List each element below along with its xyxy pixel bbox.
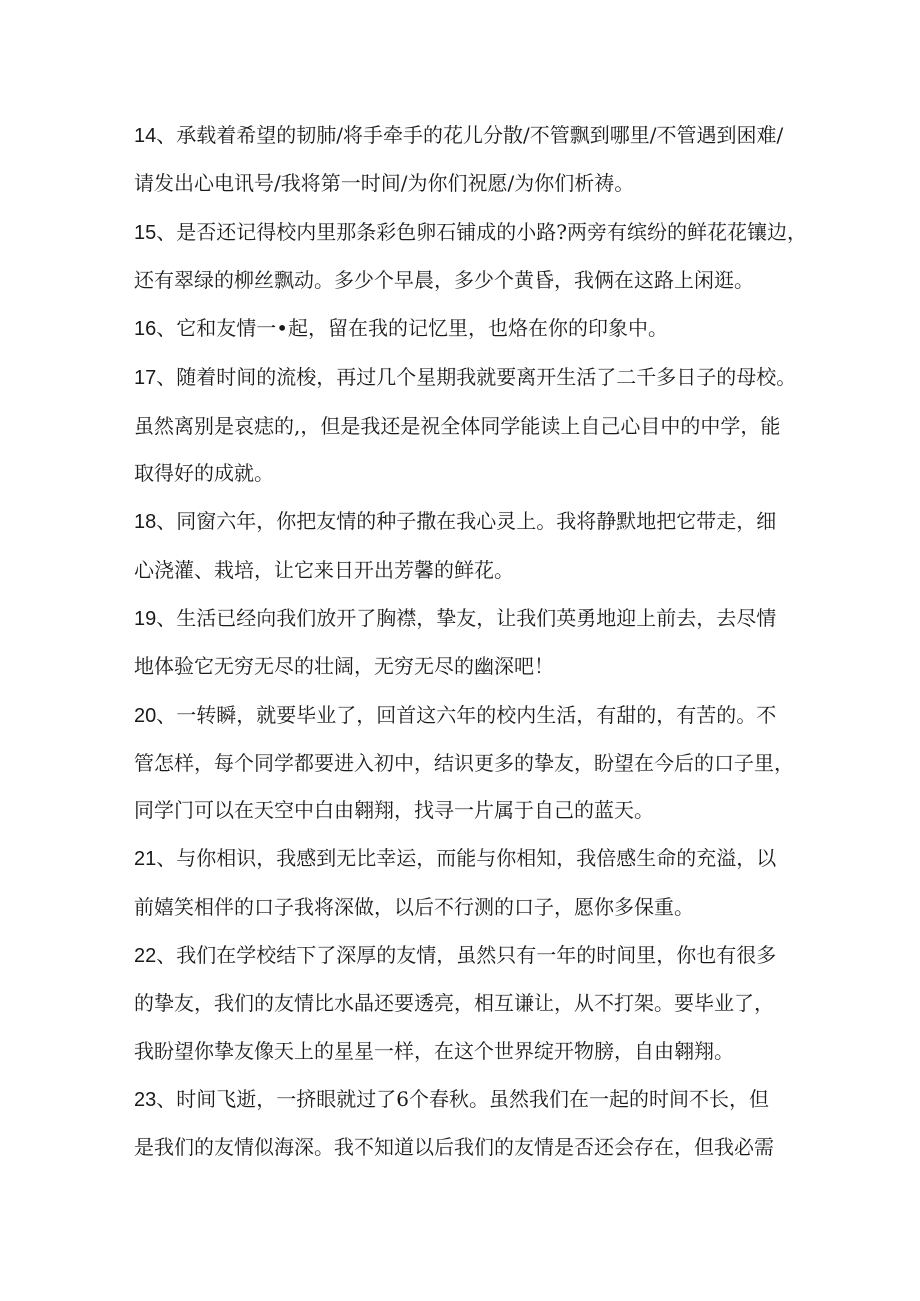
paragraph-text: 、我们在学校结下了深厚的友情，虽然只有一年的时间里，你也有很多 xyxy=(156,943,777,968)
paragraph-text: 管怎样，每个同学都要进入初中，结识更多的挚友，盼望在今后的口子里， xyxy=(134,750,794,775)
paragraph-number: 21 xyxy=(134,848,157,871)
paragraph-text: 、时间飞逝，一挤眼就过了6个春秋。虽然我们在一起的时间不长，但 xyxy=(156,1086,769,1111)
paragraph-number: 23 xyxy=(134,1088,157,1111)
paragraph-line xyxy=(134,980,794,1027)
paragraph-text: 请发出心电讯号/我将第一时间/为你们祝愿/为你们析祷。 xyxy=(134,171,635,196)
paragraph-text: 是我们的友情似海深。我不知道以后我们的友情是否还会存在，但我必需 xyxy=(134,1135,774,1160)
paragraph-14 xyxy=(134,112,794,208)
paragraph-number: 20 xyxy=(134,704,157,727)
paragraph-22 xyxy=(134,932,794,1075)
paragraph-text: 地体验它无穷无尽的壮阔，无穷无尽的幽深吧！ xyxy=(134,654,554,679)
paragraph-line xyxy=(134,643,794,690)
paragraph-line xyxy=(134,692,794,740)
paragraph-number: 19 xyxy=(134,607,157,630)
paragraph-text: 、与你相识，我感到无比幸运，而能与你相知，我倍感生命的充溢，以 xyxy=(156,846,777,871)
paragraph-line xyxy=(134,450,794,497)
paragraph-line xyxy=(134,1124,794,1171)
paragraph-line xyxy=(134,884,794,931)
paragraph-text: 、随着时间的流梭，再过几个星期我就要离开生活了二千多日子的母校。 xyxy=(156,365,797,390)
paragraph-line xyxy=(134,787,794,834)
paragraph-line xyxy=(134,112,794,160)
paragraph-number: 14 xyxy=(134,125,157,147)
paragraph-number: 15 xyxy=(134,221,157,244)
paragraph-line xyxy=(134,209,807,257)
paragraph-text: 、承载着希望的韧肺/将手牵手的花儿分散/不管飘到哪里/不管遇到困难/ xyxy=(156,123,784,147)
paragraph-line xyxy=(134,257,794,304)
paragraph-text: 、它和友情一•起，留在我的记忆里，也烙在你的印象中。 xyxy=(156,316,669,341)
paragraph-16 xyxy=(134,305,794,353)
paragraph-line xyxy=(134,740,794,787)
paragraph-line xyxy=(134,403,794,450)
paragraph-line xyxy=(134,547,794,594)
paragraph-number: 16 xyxy=(134,318,157,341)
paragraph-line xyxy=(134,160,794,207)
paragraph-text: 、是否还记得校内里那条彩色卵石铺成的小路?两旁有缤纷的鲜花花镶边， xyxy=(156,219,807,244)
paragraph-number: 22 xyxy=(134,945,157,968)
paragraph-line xyxy=(134,354,797,402)
document-body xyxy=(134,112,807,1173)
paragraph-line xyxy=(134,1028,794,1075)
paragraph-15 xyxy=(134,209,807,305)
paragraph-line xyxy=(134,595,794,643)
paragraph-text: 、生活已经向我们放开了胸襟，挚友，让我们英勇地迎上前去，去尽情 xyxy=(156,605,777,630)
paragraph-line xyxy=(134,305,794,353)
paragraph-line xyxy=(134,498,794,546)
paragraph-number: 17 xyxy=(134,367,157,390)
paragraph-text: 前嬉笑相伴的口子我将深做，以后不行测的口子，愿你多保重。 xyxy=(134,894,694,919)
paragraph-text: 虽然离别是哀痣的,，但是我还是祝全体同学能读上自己心目中的中学，能 xyxy=(134,413,781,438)
paragraph-21 xyxy=(134,835,794,931)
paragraph-text: 我盼望你挚友像天上的星星一样，在这个世界绽开物膀，自由翱翔。 xyxy=(134,1038,734,1063)
paragraph-text: 同学门可以在天空中白由翱翔，找寻一片属于自己的蓝天。 xyxy=(134,798,654,823)
paragraph-18 xyxy=(134,498,794,594)
paragraph-text: 心浇灌、栽培，让它来日开出芳馨的鲜花。 xyxy=(134,557,514,582)
paragraph-text: 还有翠绿的柳丝飘动。多少个早晨，多少个黄昏，我俩在这路上闲逛。 xyxy=(134,267,754,292)
paragraph-text: 的挚友，我们的友情比水晶还要透亮，相互谦让，从不打架。要毕业了， xyxy=(134,991,774,1016)
paragraph-number: 18 xyxy=(134,511,157,534)
paragraph-19 xyxy=(134,595,794,691)
paragraph-23 xyxy=(134,1076,794,1172)
paragraph-line xyxy=(134,932,794,980)
paragraph-text: 取得好的成就。 xyxy=(134,461,274,486)
paragraph-text: 、同窗六年，你把友情的种子撒在我心灵上。我将静默地把它带走，细 xyxy=(156,509,777,534)
paragraph-17 xyxy=(134,354,797,497)
paragraph-line xyxy=(134,1076,794,1124)
paragraph-20 xyxy=(134,692,794,835)
paragraph-text: 、一转瞬，就要毕业了，回首这六年的校内生活，有甜的，有苦的。不 xyxy=(156,702,777,727)
paragraph-line xyxy=(134,835,794,883)
